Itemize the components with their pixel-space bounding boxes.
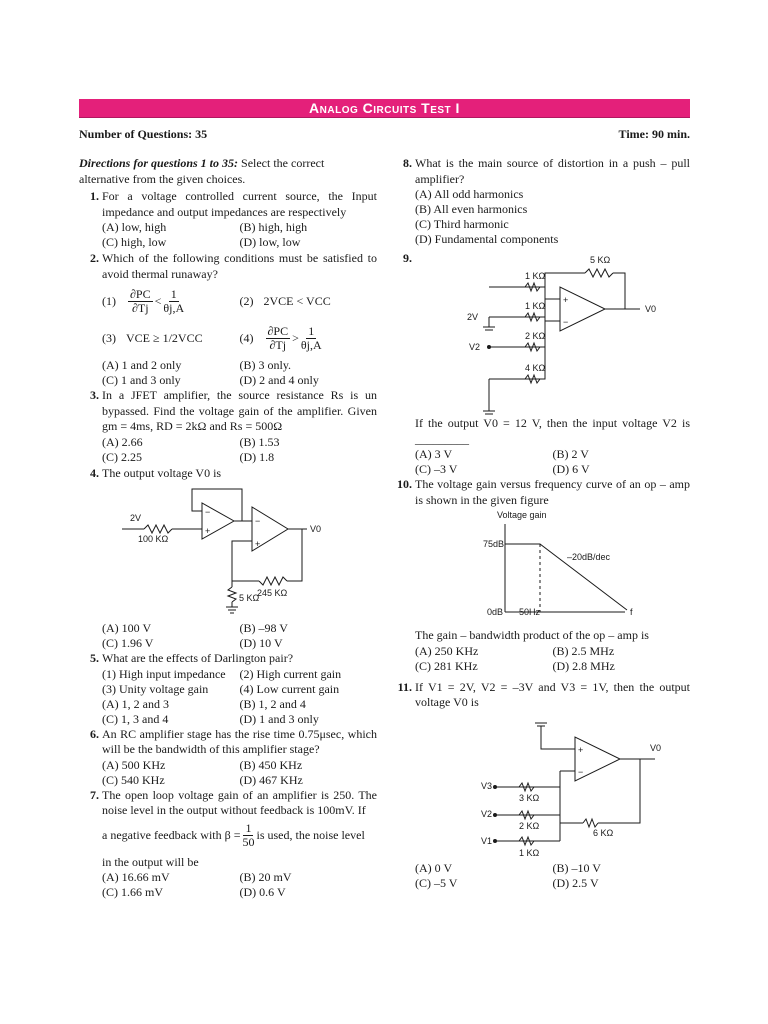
resistor-label: 4 KΩ: [525, 363, 546, 373]
option: (A) 250 KHz: [415, 643, 479, 658]
question-9: 9. + − 5 KΩ 1 KΩ 1 KΩ 2 KΩ 4 KΩ 2V V2 V0 If the output V0 = 12 V, then the input voltage V2 is _________ (A) 3 V (B) 2 V (C) –3 V (D) 6 V: [403, 251, 690, 476]
option: (D) 2.5 V: [552, 875, 599, 890]
resistor-label: 5 KΩ: [590, 255, 611, 265]
q4-circuit-diagram: [102, 481, 377, 621]
list-item: (2) High current gain: [239, 666, 342, 681]
tick-label: 75dB: [483, 539, 505, 549]
option: (D) 10 V: [239, 636, 283, 650]
directions: Directions for questions 1 to 35: Select the correct alternative from the given choices.: [79, 156, 325, 186]
condition-3: (3) VCE ≥ 1/2VCC: [102, 330, 203, 345]
question-5: 5. What are the effects of Darlington pair? (1) High input impedance (2) High current gain (3) Unity voltage gain (4) Low current gain (A) 1, 2 and 3 (B) 1, 2 and 4 (C) 1, 3 and 4 (D) 1 and 3 only: [79, 651, 377, 727]
question-count: Number of Questions: 35: [79, 127, 208, 141]
option: (D) Fundamental components: [415, 232, 559, 246]
svg-text:+: +: [255, 539, 261, 549]
x-axis-label: f: [630, 607, 633, 617]
input-voltage-label: V3: [481, 780, 493, 791]
resistor-label: 1 KΩ: [519, 847, 540, 858]
y-axis-label: Voltage gain: [497, 510, 547, 520]
resistor-label: 1 KΩ: [525, 271, 546, 281]
svg-text:+: +: [205, 526, 211, 536]
option: (B) 1, 2 and 4: [239, 696, 306, 711]
option: (D) 1.8: [239, 449, 275, 464]
option: (D) 467 KHz: [239, 772, 303, 787]
option: (A) 1 and 2 only: [102, 358, 182, 372]
option: (A) 2.66: [102, 434, 143, 449]
option: (C) –5 V: [415, 875, 458, 890]
condition-2: (2) 2VCE < VCC: [239, 293, 331, 308]
input-voltage-label: V2: [469, 342, 481, 352]
option: (C) –3 V: [415, 462, 458, 476]
tick-label: 0dB: [487, 607, 504, 617]
option: (C) 281 KHz: [415, 658, 478, 673]
list-item: (3) Unity voltage gain: [102, 681, 209, 696]
option: (B) –10 V: [552, 860, 601, 875]
question-1: 1. For a voltage controlled current source, the Input impedance and output impedances are respectively (A) low, high (B) high, high (C) high, low (D) low, low: [90, 189, 377, 249]
resistor-label: 1 KΩ: [525, 301, 546, 311]
svg-text:+: +: [563, 295, 569, 305]
output-label: V0: [650, 742, 662, 753]
list-item: (4) Low current gain: [239, 681, 340, 696]
option: (A) 500 KHz: [102, 757, 166, 772]
resistor-label: 2 KΩ: [525, 331, 546, 341]
option: (B) All even harmonics: [415, 202, 528, 216]
option: (A) 3 V: [415, 447, 453, 461]
option: (B) 20 mV: [239, 870, 292, 884]
option: (C) 1 and 3 only: [102, 373, 181, 387]
condition-4: (4) $\frac{\partial PC}{\partial Tj}$ > $\frac{1}{\theta j,A}$: [239, 323, 322, 352]
option: (D) 6 V: [552, 462, 590, 476]
question-4: 4. The output voltage V0 is − + − + 2V 100 KΩ V0 245 KΩ 5 KΩ (A) 100 V (B) –98 V (C) 1.96 V (D) 10 V: [79, 466, 377, 652]
resistor-label: 2 KΩ: [519, 820, 540, 831]
option: (B) 1.53: [239, 434, 280, 449]
question-11: 11. If V1 = 2V, V2 = –3V and V3 = 1V, then the output voltage V0 is + − V3 V2 V1 3 KΩ 2 KΩ 1 KΩ 6 KΩ V0 (A) 0 V (B) –10 V (C) –5 V (D) 2.5 V: [397, 679, 690, 890]
question-8: 8. What is the main source of distortion in a push – pull amplifier? (A) All odd harmonics (B) All even harmonics (C) Third harmonic (D) Fundamental components: [403, 156, 690, 246]
option: (B) 450 KHz: [239, 757, 303, 772]
resistor-label: 6 KΩ: [593, 827, 614, 838]
output-label: V0: [310, 524, 322, 534]
option: (B) 2 V: [552, 447, 589, 461]
question-7: 7. The open loop voltage gain of an amplifier is 250. The noise level in the output without feedback is 100mV. If a negative feedback with β = $\frac{1}{50}$ is used, the noise level in the output will be (A) 16.66 mV (B) 20 mV (C) 1.66 mV (D) 0.6 V: [90, 787, 377, 899]
input-voltage-label: V1: [481, 835, 493, 846]
option: (D) 0.6 V: [239, 885, 286, 899]
option: (B) –98 V: [239, 621, 288, 635]
slope-annotation: –20dB/dec: [567, 552, 611, 562]
input-voltage-label: 2V: [467, 312, 479, 322]
resistor-label: 5 KΩ: [239, 593, 260, 603]
svg-text:−: −: [578, 766, 584, 777]
beta-fraction: $\frac{1}{50}$: [242, 821, 255, 849]
q11-circuit-diagram: [415, 711, 690, 861]
output-label: V0: [645, 304, 657, 314]
condition-1: (1) $\frac{\partial PC}{\partial Tj}$ < $\frac{1}{\theta j,A}$: [102, 286, 185, 315]
input-voltage-label: 2V: [130, 513, 142, 523]
question-6: 6. An RC amplifier stage has the rise time 0.75μsec, which will be the bandwidth of this amplifier stage? (A) 500 KHz (B) 450 KHz (C) 540 KHz (D) 467 KHz: [90, 726, 377, 787]
resistor-label: 3 KΩ: [519, 792, 540, 803]
tick-label: 50Hz: [519, 607, 541, 617]
list-item: (1) High input impedance: [102, 666, 226, 681]
option: (D) low, low: [239, 235, 301, 249]
option: (A) All odd harmonics: [415, 187, 524, 201]
right-column: [392, 156, 690, 891]
option: (C) 1, 3 and 4: [102, 711, 169, 726]
option: (A) 0 V: [415, 860, 453, 875]
left-column: [79, 156, 377, 900]
svg-text:−: −: [255, 516, 261, 526]
option: (B) 2.5 MHz: [552, 643, 615, 658]
option: (C) high, low: [102, 235, 167, 249]
resistor-label: 100 KΩ: [138, 534, 169, 544]
svg-text:−: −: [563, 317, 569, 327]
question-3: 3. In a JFET amplifier, the source resistance Rs is un bypassed. Find the voltage gain of the amplifier. Given gm = 4ms, RD = 2kΩ and Rs = 500Ω (A) 2.66 (B) 1.53 (C) 2.25 (D) 1.8: [90, 388, 377, 464]
option: (A) 100 V: [102, 621, 152, 635]
option: (C) Third harmonic: [415, 217, 509, 231]
test-title-banner: Analog Circuits Test I: [79, 99, 690, 118]
option: (C) 540 KHz: [102, 772, 165, 787]
option: (D) 2 and 4 only: [239, 373, 319, 387]
svg-text:−: −: [205, 507, 211, 517]
option: (D) 1 and 3 only: [239, 711, 319, 726]
svg-text:+: +: [578, 744, 584, 755]
time-limit: Time: 90 min.: [618, 127, 690, 141]
question-2: 2. Which of the following conditions must be satisfied to avoid thermal runaway? (1) $\frac{\partial PC}{\partial Tj}$ < $\frac{1}{\theta j,A}$ (2) 2VCE < VCC (3) VCE ≥ 1/2VCC (4) $\frac{\partial PC}{\partial Tj}$ > $\frac{1}{\theta j,A}$ (A) 1 and 2 only (B) 3 only. (C) 1 and 3 only (D) 2 and 4 only: [90, 251, 377, 387]
option: (A) 16.66 mV: [102, 870, 170, 884]
question-10: 10. The voltage gain versus frequency curve of an op – amp is shown in the given figure Voltage gain 75dB 0dB 50Hz –20dB/dec f The gain – bandwidth product of the op – amp is (A) 250 KHz (B) 2.5 MHz (C) 281 KHz (D) 2.8 MHz: [397, 477, 690, 673]
q10-gain-plot: [415, 508, 690, 628]
resistor-label: 245 KΩ: [257, 588, 288, 598]
q9-circuit-diagram: [415, 251, 690, 416]
option: (C) 1.96 V: [102, 636, 154, 650]
option: (D) 2.8 MHz: [552, 658, 615, 673]
option: (A) low, high: [102, 220, 167, 234]
option: (B) 3 only.: [239, 358, 292, 372]
option: (C) 1.66 mV: [102, 885, 163, 899]
option: (C) 2.25: [102, 449, 142, 464]
option: (B) high, high: [239, 220, 308, 234]
option: (A) 1, 2 and 3: [102, 696, 169, 711]
input-voltage-label: V2: [481, 808, 493, 819]
